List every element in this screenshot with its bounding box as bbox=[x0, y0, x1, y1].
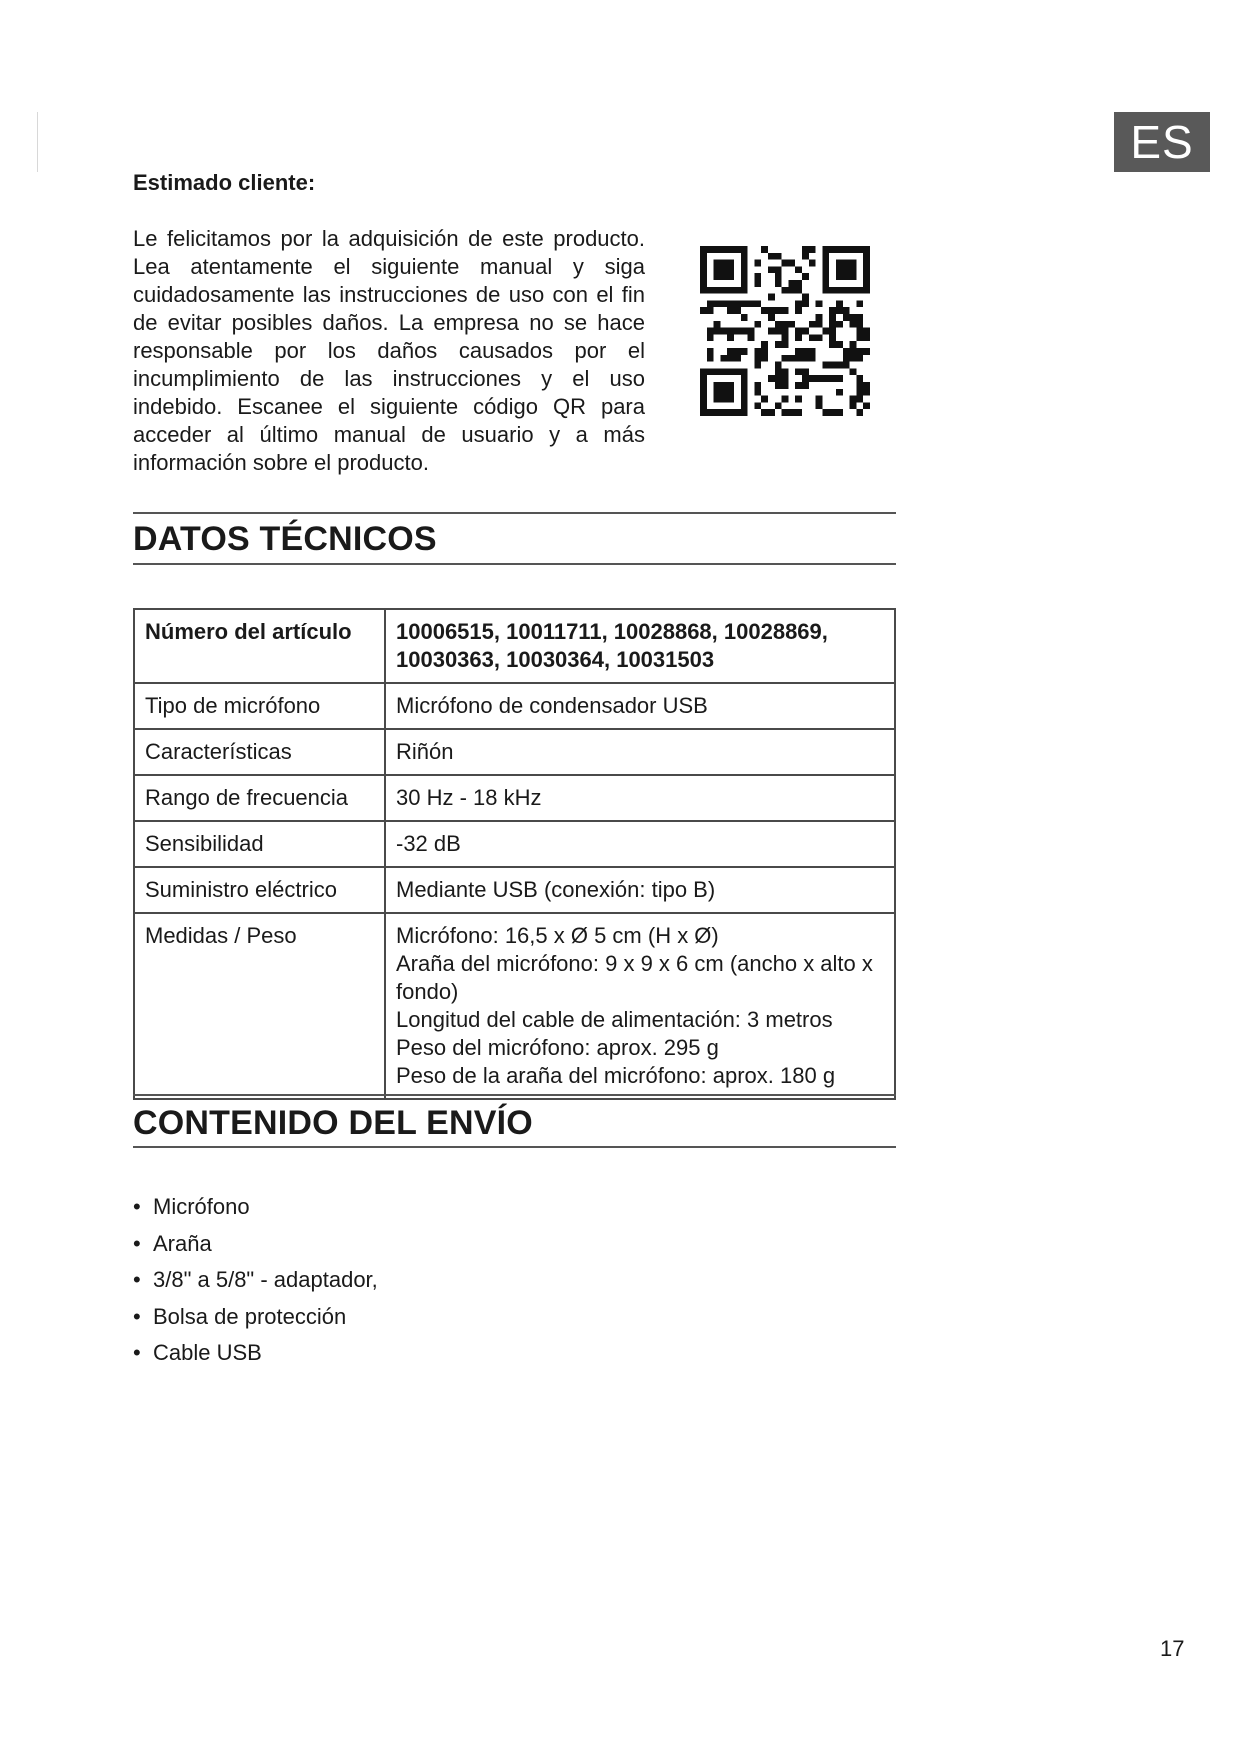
list-item bbox=[133, 1338, 378, 1375]
list-item bbox=[133, 1229, 378, 1266]
section-rule-top bbox=[133, 512, 896, 514]
spec-row bbox=[134, 821, 895, 867]
spec-value-line: Longitud del cable de alimentación: 3 metros bbox=[396, 1007, 833, 1032]
page-number: 17 bbox=[1160, 1636, 1185, 1661]
language-tab: ES bbox=[1114, 112, 1210, 172]
spec-key: Suministro eléctrico bbox=[134, 867, 385, 913]
section-rule-bottom bbox=[133, 1146, 896, 1148]
spec-value bbox=[385, 609, 895, 683]
spec-key: Características bbox=[134, 729, 385, 775]
spec-value bbox=[385, 683, 895, 729]
spec-value-line: Riñón bbox=[396, 739, 454, 764]
spec-value-line: 10006515, 10011711, 10028868, 10028869, bbox=[396, 619, 828, 644]
bullet-icon: • bbox=[133, 1267, 141, 1292]
spec-row bbox=[134, 729, 895, 775]
spec-value-line: Mediante USB (conexión: tipo B) bbox=[396, 877, 716, 902]
list-item-label: Araña bbox=[153, 1230, 212, 1256]
bullet-icon: • bbox=[133, 1230, 141, 1256]
list-item bbox=[133, 1302, 378, 1339]
section-rule-top bbox=[133, 1094, 896, 1096]
margin-line bbox=[37, 112, 38, 172]
spec-key: Rango de frecuencia bbox=[134, 775, 385, 821]
section-rule-bottom bbox=[133, 563, 896, 565]
spec-value-line: Micrófono: 16,5 x Ø 5 cm (H x Ø) bbox=[396, 923, 719, 948]
bullet-icon: • bbox=[133, 1303, 141, 1329]
contents-section-title: CONTENIDO DEL ENVÍO bbox=[133, 1104, 533, 1142]
list-item-label: Bolsa de protección bbox=[153, 1303, 347, 1329]
spec-value-line: -32 dB bbox=[396, 831, 461, 856]
list-item-label: Micrófono bbox=[153, 1194, 250, 1219]
tech-section-title: DATOS TÉCNICOS bbox=[133, 520, 437, 558]
list-item bbox=[133, 1265, 378, 1302]
spec-value-line: Micrófono de condensador USB bbox=[396, 693, 708, 718]
spec-key: Tipo de micrófono bbox=[134, 683, 385, 729]
spec-key: Medidas / Peso bbox=[134, 913, 385, 1099]
list-item-label: Cable USB bbox=[153, 1340, 262, 1365]
spec-value-line: Peso del micrófono: aprox. 295 g bbox=[396, 1035, 719, 1060]
spec-key: Sensibilidad bbox=[134, 821, 385, 867]
spec-value bbox=[385, 867, 895, 913]
bullet-icon: • bbox=[133, 1194, 141, 1219]
spec-row bbox=[134, 683, 895, 729]
spec-row bbox=[134, 913, 895, 1099]
contents-list bbox=[133, 1192, 378, 1375]
spec-value-line: 10030363, 10030364, 10031503 bbox=[396, 647, 715, 672]
list-item-label: 3/8" a 5/8" - adaptador, bbox=[153, 1267, 378, 1292]
spec-value-line: Peso de la araña del micrófono: aprox. 180 g bbox=[396, 1063, 836, 1088]
spec-value bbox=[385, 729, 895, 775]
spec-value bbox=[385, 821, 895, 867]
spec-row bbox=[134, 775, 895, 821]
tech-specs-table bbox=[133, 608, 896, 1100]
spec-value bbox=[385, 913, 895, 1099]
spec-value bbox=[385, 775, 895, 821]
bullet-icon: • bbox=[133, 1340, 141, 1365]
spec-key: Número del artículo bbox=[134, 609, 385, 683]
intro-paragraph: Le felicitamos por la adquisición de este producto. Lea atentamente el siguiente manual y siga cuidadosamente las instrucciones de uso con el fin de evitar posibles daños. La empresa no se hace responsable por los daños causados por el incumplimiento de las instrucciones y el uso indebido. Escanee el siguiente código QR para acceder al último manual de usuario y a más información sobre el producto. bbox=[133, 226, 645, 475]
spec-row bbox=[134, 609, 895, 683]
greeting: Estimado cliente: bbox=[133, 170, 316, 195]
spec-value-line: 30 Hz - 18 kHz bbox=[396, 785, 542, 810]
list-item bbox=[133, 1192, 378, 1229]
qr-code-icon bbox=[700, 246, 870, 416]
spec-row bbox=[134, 867, 895, 913]
spec-value-line: Araña del micrófono: 9 x 9 x 6 cm (ancho x alto x fondo) bbox=[396, 951, 873, 1004]
